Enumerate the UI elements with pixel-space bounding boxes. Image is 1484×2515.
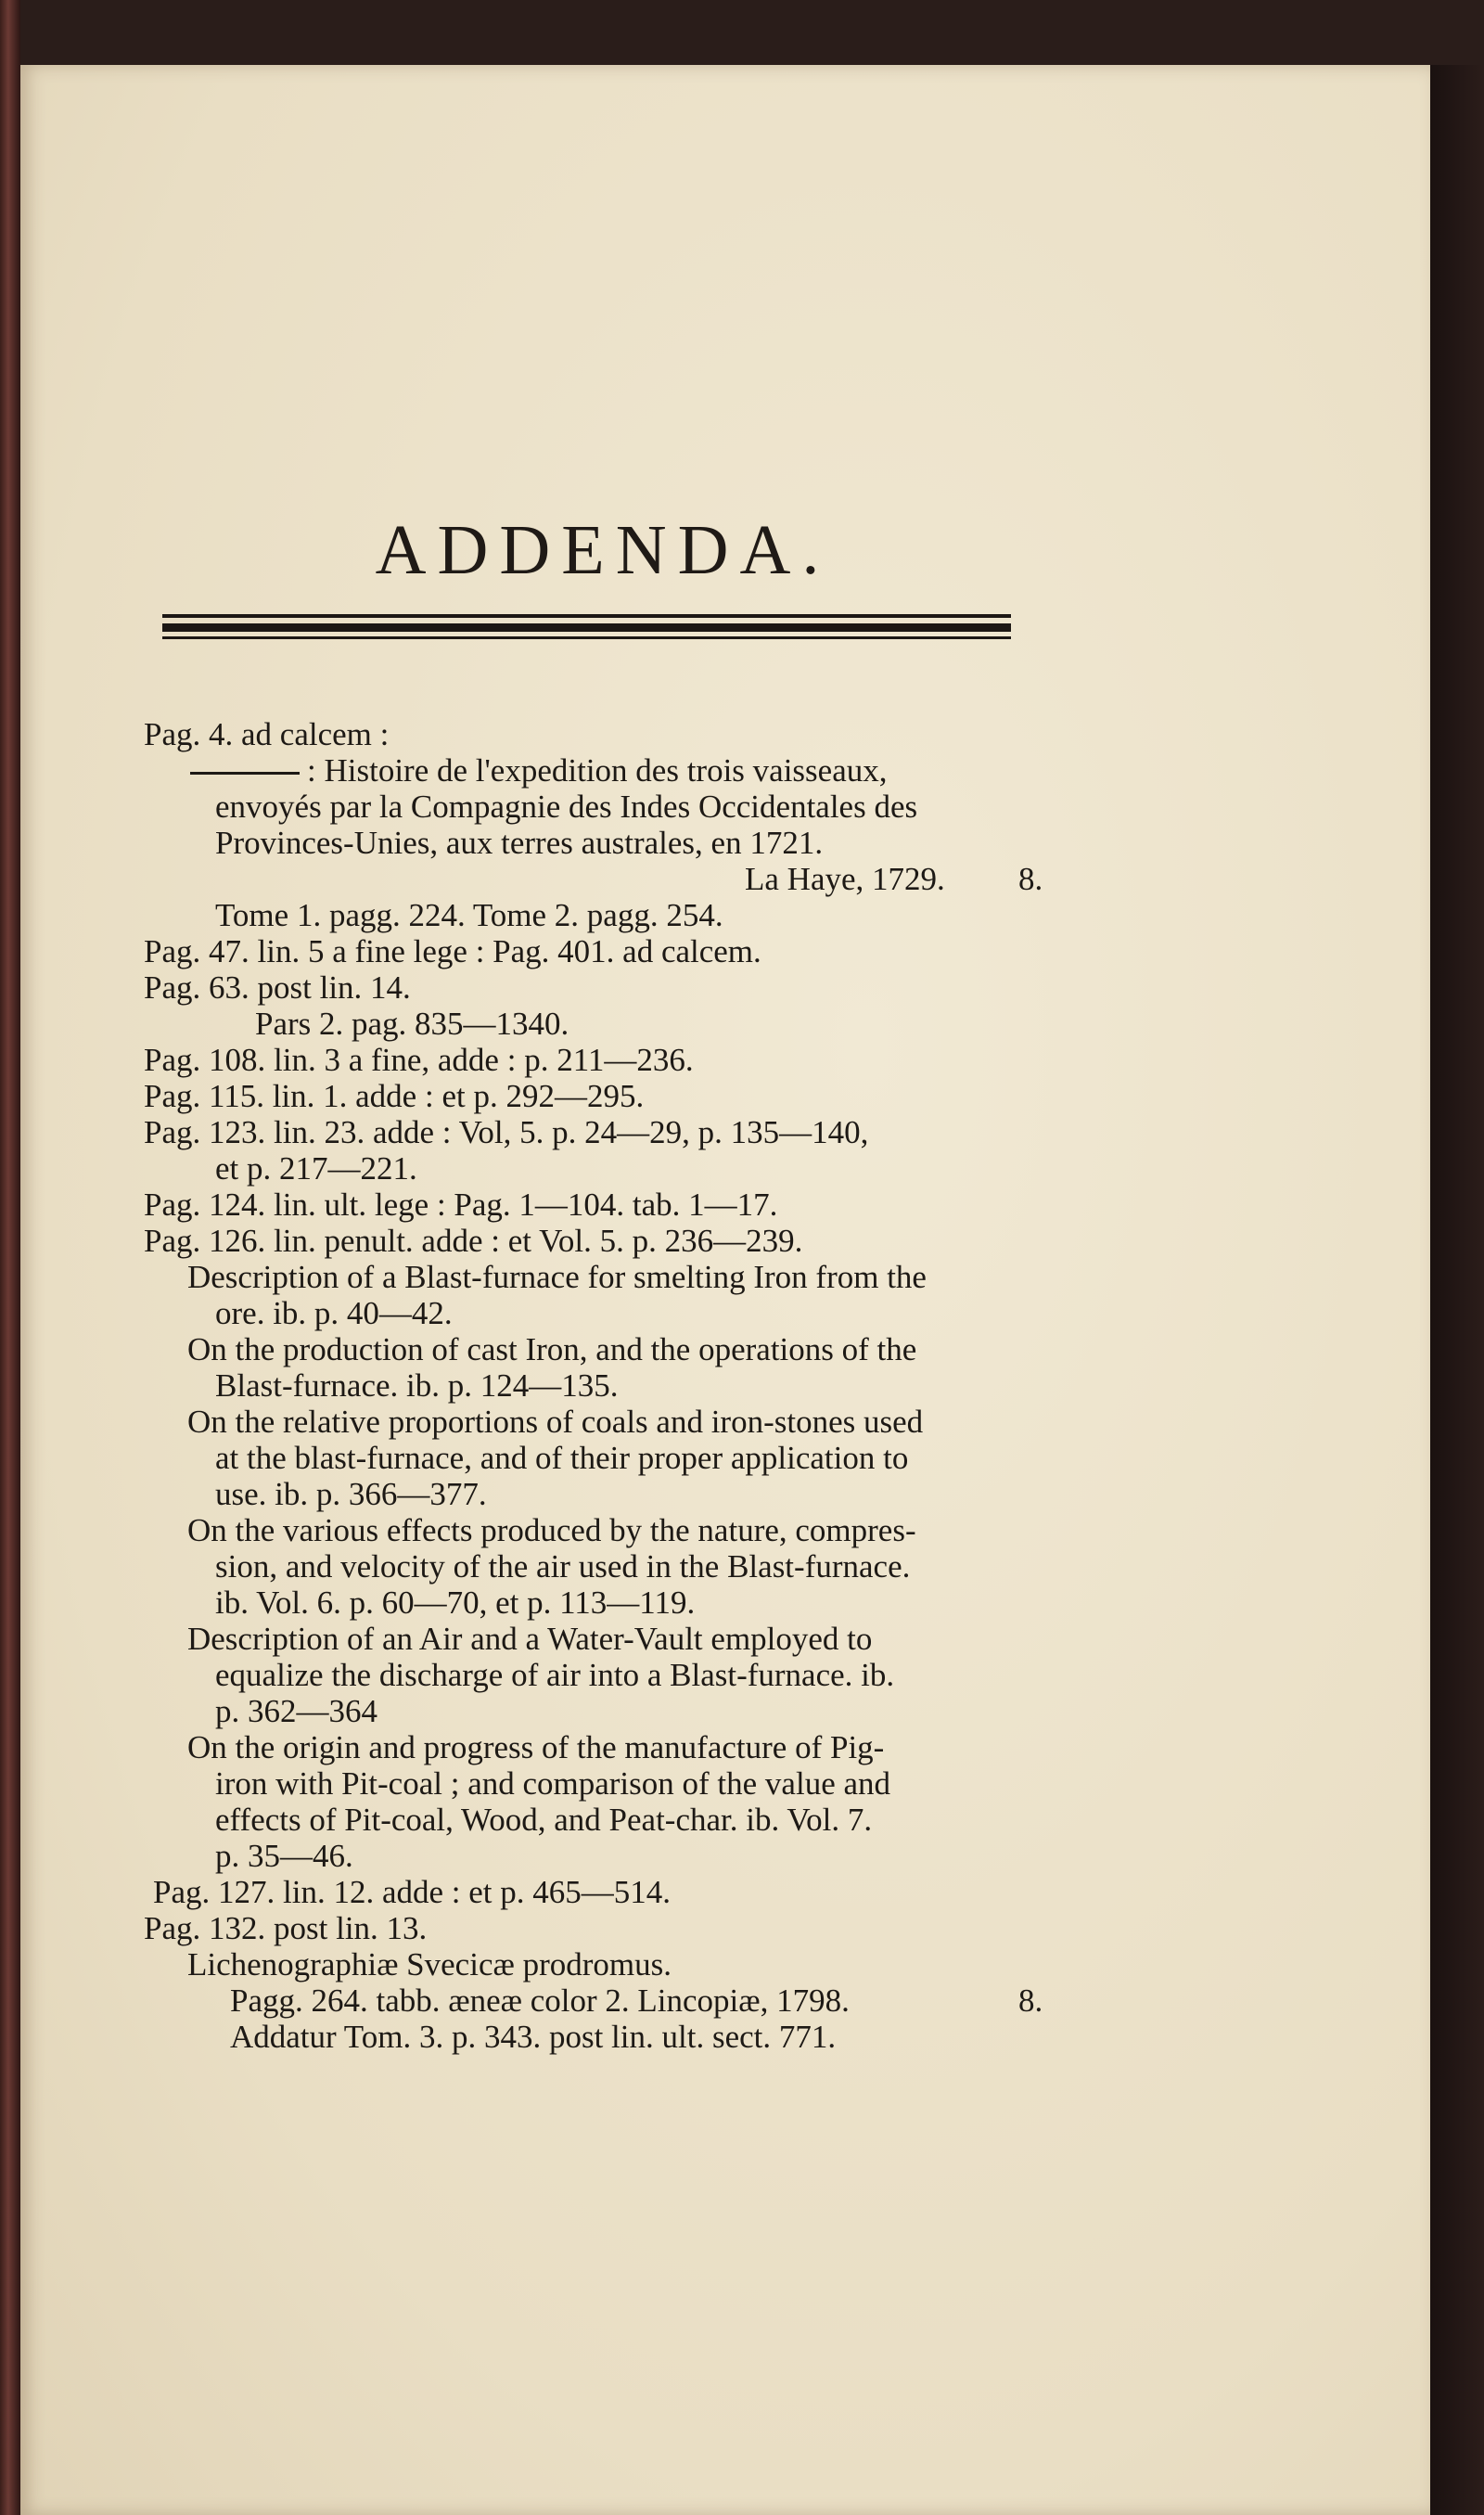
- entry-line: iron with Pit-coal ; and comparison of the value and: [215, 1765, 891, 1802]
- entry-line: ore. ib. p. 40—42.: [215, 1295, 453, 1331]
- entry-line: Description of a Blast-furnace for smelting Iron from the: [187, 1259, 927, 1295]
- entry-line: effects of Pit-coal, Wood, and Peat-char. ib. Vol. 7.: [215, 1802, 873, 1838]
- entry-line: On the relative proportions of coals and iron-stones used: [187, 1404, 924, 1440]
- entry-line: Pag. 4. ad calcem :: [144, 716, 390, 752]
- entry-line: On the production of cast Iron, and the operations of the: [187, 1331, 917, 1367]
- entry-line: use. ib. p. 366—377.: [215, 1476, 487, 1512]
- entry-line: Pagg. 264. tabb. æneæ color 2. Lincopiæ, 1798.: [230, 1982, 850, 2019]
- entry-line: [190, 752, 888, 789]
- book-spine-edge: [0, 0, 20, 2515]
- entry-line: Pag. 126. lin. penult. adde : et Vol. 5. p. 236—239.: [144, 1223, 803, 1259]
- entry-line: sion, and velocity of the air used in the Blast-furnace.: [215, 1548, 911, 1585]
- title-rule-thin-bottom: [162, 636, 1011, 639]
- entry-line: Pag. 124. lin. ult. lege : Pag. 1—104. tab. 1—17.: [144, 1187, 778, 1223]
- entry-line: Provinces-Unies, aux terres australes, en 1721.: [215, 825, 824, 861]
- entry-line: Pag. 47. lin. 5 a fine lege : Pag. 401. ad calcem.: [144, 933, 761, 969]
- entry-line: Tome 1. pagg. 224. Tome 2. pagg. 254.: [215, 897, 723, 933]
- right-page-edge: [1430, 65, 1484, 2515]
- entry-line: equalize the discharge of air into a Blast-furnace. ib.: [215, 1657, 895, 1693]
- entry-line: Pag. 63. post lin. 14.: [144, 969, 411, 1006]
- entry-line: La Haye, 1729.: [745, 861, 945, 897]
- entry-line: ib. Vol. 6. p. 60—70, et p. 113—119.: [215, 1585, 696, 1621]
- title-rule-thin-top: [162, 614, 1011, 618]
- format-mark: 8.: [1018, 1982, 1043, 2019]
- entry-line: at the blast-furnace, and of their proper application to: [215, 1440, 909, 1476]
- entry-line: Pag. 127. lin. 12. adde : et p. 465—514.: [153, 1874, 672, 1910]
- page-title: ADDENDA.: [375, 511, 831, 589]
- format-mark: 8.: [1018, 861, 1043, 897]
- title-rule-thick: [162, 623, 1011, 632]
- entry-line: Pag. 132. post lin. 13.: [144, 1910, 428, 1946]
- entry-line: On the origin and progress of the manufacture of Pig-: [187, 1729, 885, 1765]
- entry-line: Blast-furnace. ib. p. 124—135.: [215, 1367, 619, 1404]
- entry-line: et p. 217—221.: [215, 1150, 417, 1187]
- entry-line: On the various effects produced by the nature, compres-: [187, 1512, 916, 1548]
- repeat-author-dash: [190, 772, 300, 775]
- entry-line: Pag. 123. lin. 23. adde : Vol, 5. p. 24—29, p. 135—140,: [144, 1114, 869, 1150]
- entry-text: : Histoire de l'expedition des trois vaisseaux,: [307, 752, 888, 789]
- entry-line: Pag. 115. lin. 1. adde : et p. 292—295.: [144, 1078, 645, 1114]
- entry-line: p. 35—46.: [215, 1838, 353, 1874]
- entry-line: p. 362—364: [215, 1693, 377, 1729]
- entry-line: Pars 2. pag. 835—1340.: [255, 1006, 569, 1042]
- entry-line: Pag. 108. lin. 3 a fine, adde : p. 211—236.: [144, 1042, 694, 1078]
- entry-line: Description of an Air and a Water-Vault employed to: [187, 1621, 873, 1657]
- entry-line: Lichenographiæ Svecicæ prodromus.: [187, 1946, 672, 1982]
- entry-line: Addatur Tom. 3. p. 343. post lin. ult. sect. 771.: [230, 2019, 837, 2055]
- entry-line: envoyés par la Compagnie des Indes Occidentales des: [215, 789, 918, 825]
